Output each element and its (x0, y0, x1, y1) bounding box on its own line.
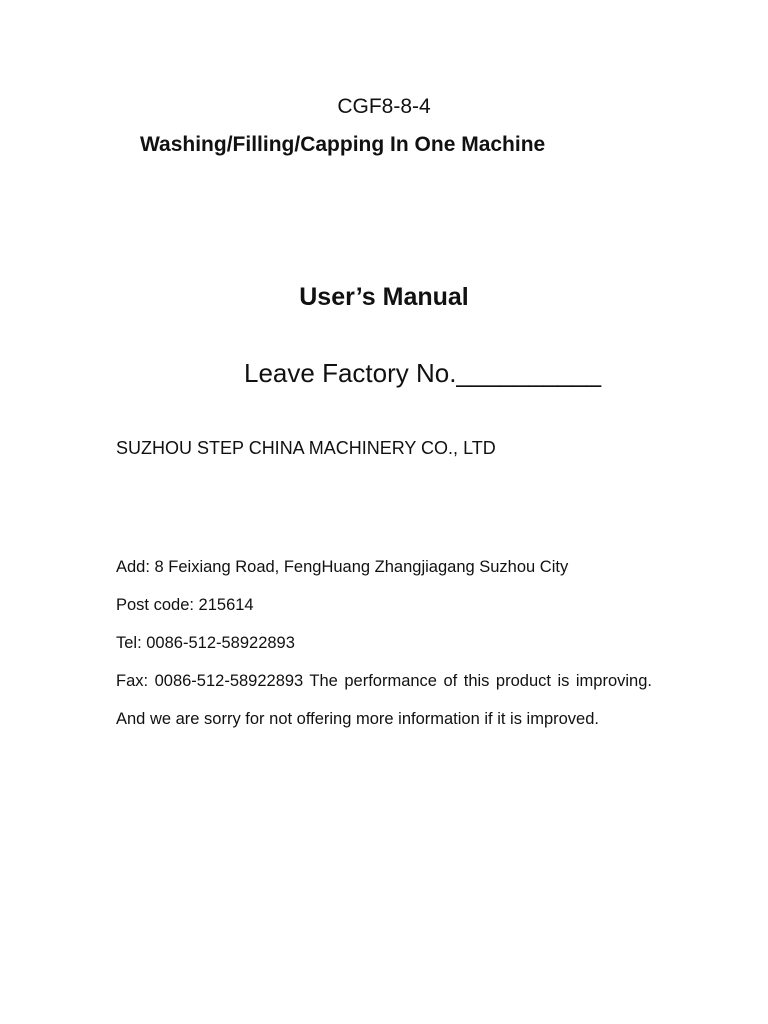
contact-block (116, 548, 652, 738)
post-code-line: Post code: 215614 (116, 596, 254, 614)
model-number: CGF8-8-4 (337, 95, 431, 118)
machine-subtitle: Washing/Filling/Capping In One Machine (140, 133, 546, 156)
company-name: SUZHOU STEP CHINA MACHINERY CO., LTD (116, 438, 496, 458)
fax-and-note-paragraph: Fax: 0086-512-58922893 The performance of this product is improving. And we are sorry for not offering more information if it is improved. (116, 672, 652, 728)
address-line: Add: 8 Feixiang Road, FengHuang Zhangjiagang Suzhou City (116, 558, 569, 576)
manual-title: User’s Manual (299, 283, 469, 311)
leave-factory-number: Leave Factory No.__________ (244, 358, 602, 388)
tel-line: Tel: 0086-512-58922893 (116, 634, 295, 652)
